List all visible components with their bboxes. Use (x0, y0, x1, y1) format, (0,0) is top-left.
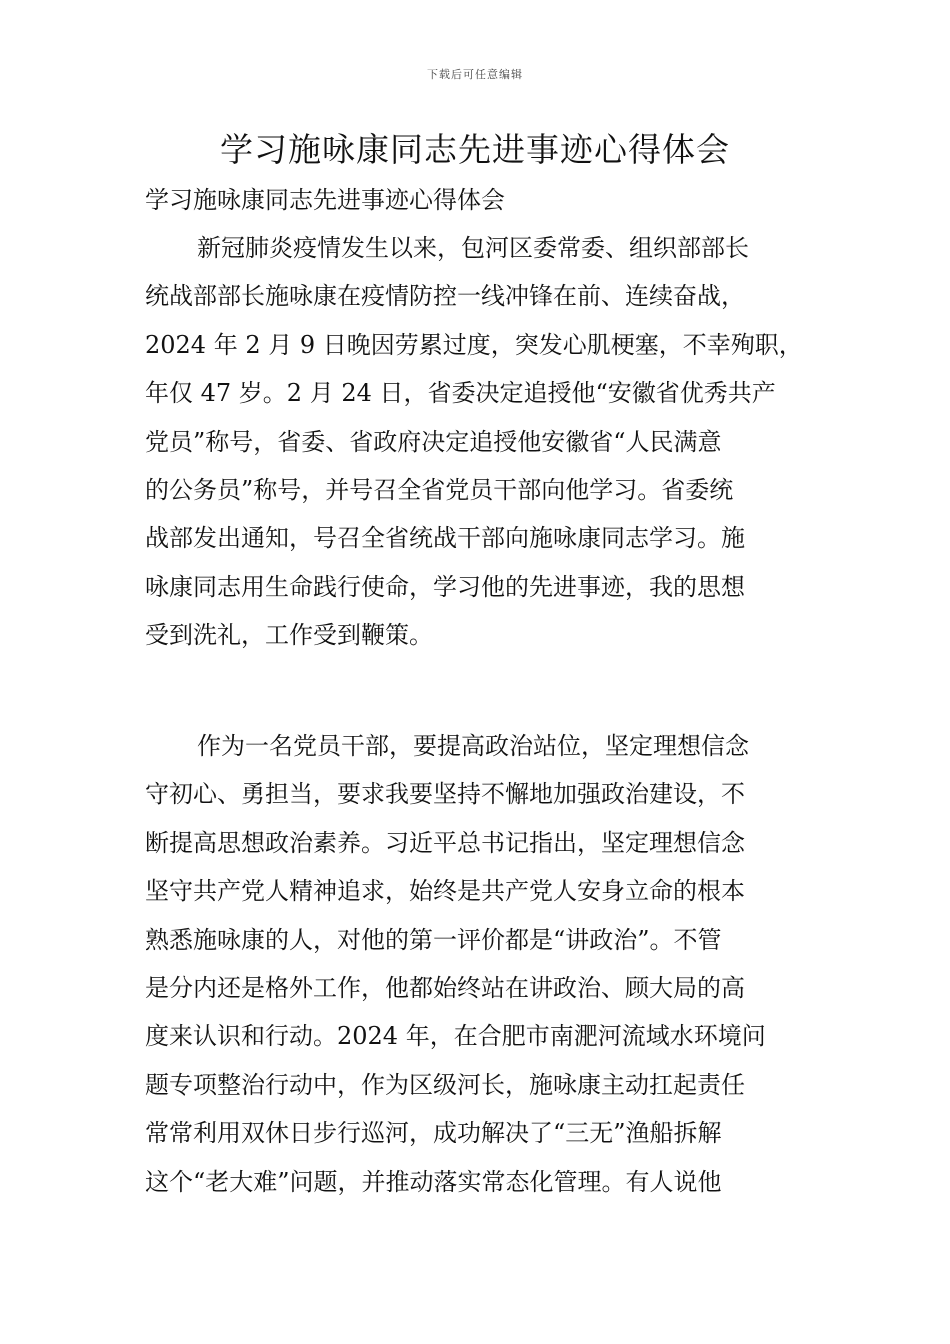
paragraph-line: 作为一名党员干部，要提高政治站位，坚定理想信念 (197, 732, 749, 760)
document-title: 学习施咏康同志先进事迹心得体会 (220, 130, 730, 169)
paragraph-line: 的公务员”称号，并号召全省党员干部向他学习。省委统 (145, 475, 734, 504)
paragraph-line: 熟悉施咏康的人，对他的第一评价都是“讲政治”。不管 (145, 925, 722, 954)
document-subtitle: 学习施咏康同志先进事迹心得体会 (145, 186, 505, 214)
paragraph-line: 断提高思想政治素养。习近平总书记指出，坚定理想信念 (145, 828, 745, 857)
paragraph-line: 坚守共产党人精神追求，始终是共产党人安身立命的根本 (145, 877, 745, 906)
paragraph-line: 度来认识和行动。2024 年，在合肥市南淝河流域水环境问 (145, 1022, 766, 1051)
paragraph-line: 年仅 47 岁。2 月 24 日，省委决定追授他“安徽省优秀共产 (145, 379, 776, 408)
paragraph-line: 守初心、勇担当，要求我要坚持不懈地加强政治建设，不 (145, 780, 745, 809)
paragraph-line: 新冠肺炎疫情发生以来，包河区委常委、组织部部长 (197, 234, 749, 262)
paragraph-line: 受到洗礼，工作受到鞭策。 (145, 621, 433, 650)
paragraph-line: 战部发出通知，号召全省统战干部向施咏康同志学习。施 (145, 524, 745, 553)
header-note: 下载后可任意编辑 (427, 68, 523, 81)
paragraph-line: 题专项整治行动中，作为区级河长，施咏康主动扛起责任 (145, 1070, 745, 1099)
paragraph-1 (145, 224, 815, 660)
paragraph-line: 2024 年 2 月 9 日晚因劳累过度，突发心肌梗塞，不幸殉职， (145, 330, 803, 359)
paragraph-line: 党员”称号，省委、省政府决定追授他安徽省“人民满意 (145, 427, 722, 456)
paragraph-line: 统战部部长施咏康在疫情防控一线冲锋在前、连续奋战， (145, 282, 745, 311)
paragraph-2 (145, 722, 815, 1206)
paragraph-line: 是分内还是格外工作，他都始终站在讲政治、顾大局的高 (145, 973, 745, 1002)
paragraph-line: 咏康同志用生命践行使命，学习他的先进事迹，我的思想 (145, 572, 745, 601)
paragraph-line: 常常利用双休日步行巡河，成功解决了“三无”渔船拆解 (145, 1119, 722, 1148)
paragraph-line: 这个“老大难”问题，并推动落实常态化管理。有人说他 (145, 1167, 722, 1196)
